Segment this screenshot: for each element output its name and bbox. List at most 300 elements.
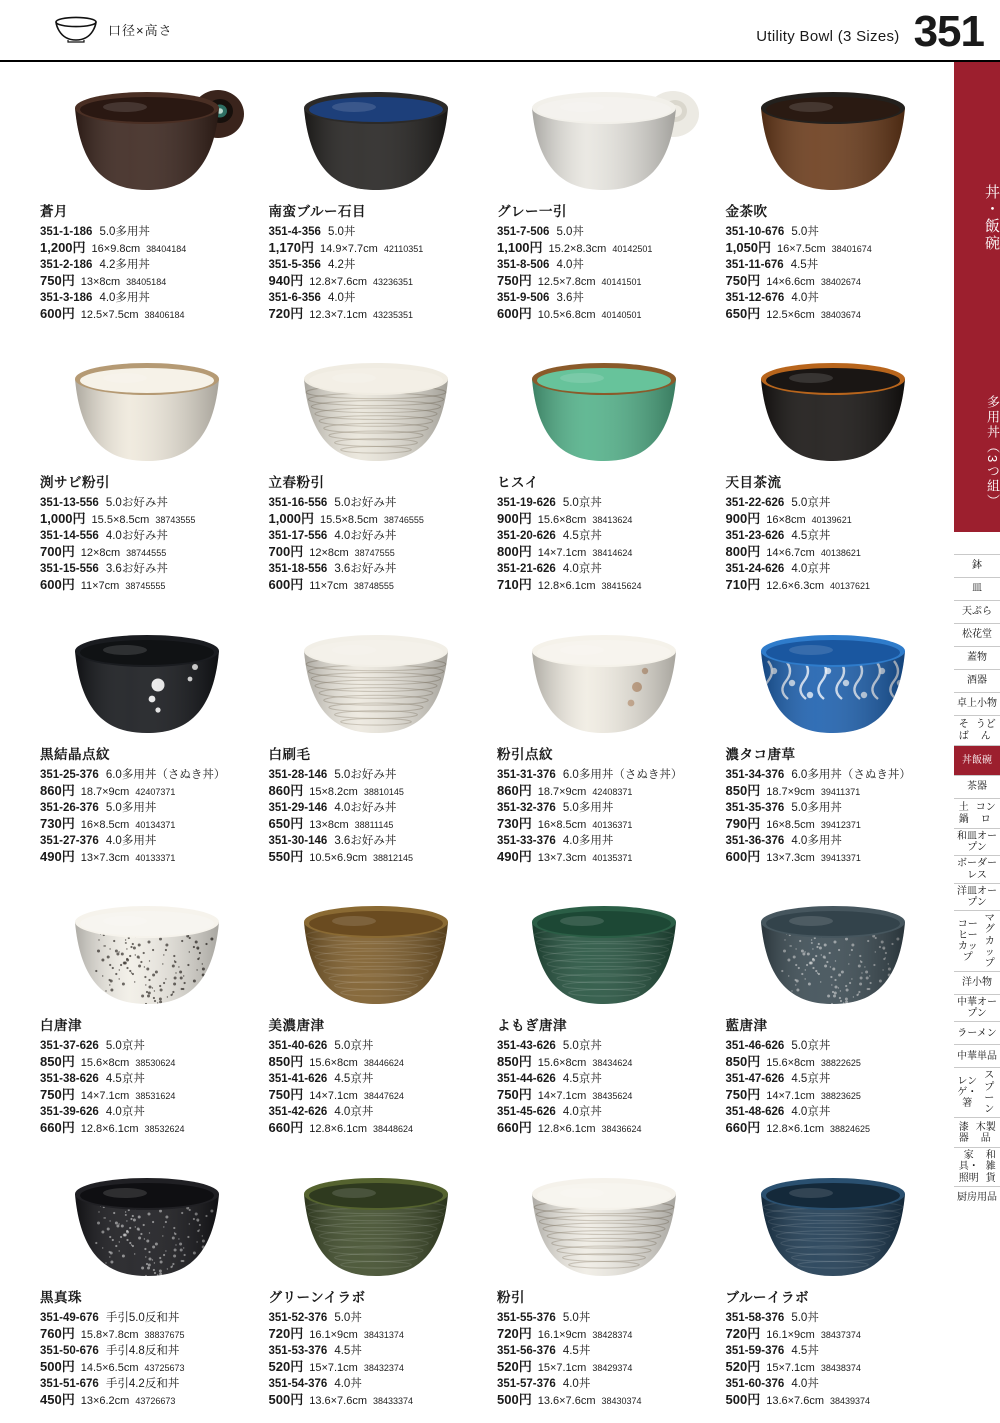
variant-dimensions: 16.1×9cm — [537, 1328, 587, 1341]
variant-dimensions: 12.8×7.6cm — [309, 275, 367, 288]
product-variant — [726, 801, 950, 833]
product-variant — [497, 291, 721, 323]
product-photo — [726, 609, 941, 739]
variant-dimensions: 15.6×8cm — [537, 1057, 587, 1070]
product-photo — [497, 880, 712, 1010]
variant-dimensions: 13×8cm — [309, 818, 349, 831]
variant-sku: 38406184 — [144, 309, 185, 320]
variant-code: 351-12-676 — [725, 291, 785, 304]
product-variant — [269, 1377, 493, 1409]
rail-item-15[interactable] — [954, 971, 1000, 994]
product-photo — [726, 337, 941, 467]
header-divider — [0, 60, 1000, 62]
variant-desc: 4.5丼 — [791, 1344, 819, 1357]
variant-desc: 4.0京丼 — [562, 563, 602, 576]
variant-dimensions: 16×7.5cm — [777, 242, 826, 255]
variant-price: 850円 — [40, 1054, 75, 1070]
rail-item-13[interactable] — [954, 883, 1000, 910]
product-name: 粉引点紋 — [497, 746, 553, 762]
product-variant — [497, 801, 721, 833]
variant-price: 490円 — [40, 848, 75, 864]
variant-sku: 43726673 — [135, 1395, 176, 1406]
rail-item-5[interactable] — [954, 669, 1000, 692]
product-photo — [726, 66, 941, 196]
variant-price: 730円 — [497, 815, 532, 831]
variant-price: 750円 — [40, 1087, 75, 1103]
variant-dimensions: 13×7.3cm — [537, 851, 587, 864]
variant-code: 351-2-186 — [40, 258, 93, 271]
rail-item-2[interactable] — [954, 600, 1000, 623]
product-cell — [497, 337, 721, 594]
variant-sku: 38822625 — [820, 1058, 861, 1069]
variant-price: 1,000円 — [40, 511, 86, 527]
variant-sku: 38405184 — [126, 276, 167, 287]
variant-sku: 38436624 — [601, 1124, 642, 1135]
variant-sku: 42110351 — [383, 243, 424, 254]
variant-dimensions: 12×8cm — [309, 547, 349, 560]
variant-price: 850円 — [725, 782, 761, 798]
variant-desc: 4.0丼 — [791, 1377, 819, 1390]
variant-price: 710円 — [497, 577, 532, 593]
variant-code: 351-45-626 — [497, 1106, 556, 1119]
variant-dimensions: 15.8×7.8cm — [80, 1328, 139, 1341]
product-variant — [40, 1072, 264, 1104]
variant-dimensions: 16.1×9cm — [766, 1328, 815, 1341]
variant-code: 351-3-186 — [40, 291, 93, 304]
variant-code: 351-44-626 — [497, 1073, 556, 1086]
rail-item-1[interactable] — [954, 577, 1000, 600]
product-variant — [497, 258, 721, 290]
variant-desc: 4.5京丼 — [791, 1073, 831, 1086]
variant-sku: 38532624 — [144, 1124, 185, 1135]
rail-item-label: 和皿オープン — [957, 831, 997, 854]
variant-price: 940円 — [268, 272, 304, 288]
variant-desc: 5.0丼 — [334, 1311, 362, 1324]
variant-dimensions: 14×7.1cm — [309, 1090, 358, 1103]
rail-item-6[interactable] — [954, 692, 1000, 715]
rail-item-label: 和雑貨 — [985, 1150, 996, 1184]
variant-code: 351-54-376 — [268, 1377, 328, 1390]
variant-sku: 40142501 — [612, 243, 653, 254]
variant-desc: 5.0多用丼 — [562, 801, 614, 814]
variant-sku: 38414624 — [592, 548, 633, 559]
variant-sku: 38812145 — [373, 852, 414, 863]
variant-code: 351-28-146 — [268, 768, 328, 781]
variant-sku: 38748555 — [353, 581, 394, 592]
variant-sku: 38448624 — [373, 1124, 414, 1135]
variant-code: 351-33-376 — [497, 834, 556, 847]
header-right — [756, 7, 984, 56]
variant-sku: 38744555 — [126, 548, 167, 559]
product-photo — [40, 1152, 255, 1282]
variant-sku: 38824625 — [830, 1124, 871, 1135]
variant-code: 351-25-376 — [40, 768, 99, 781]
variant-dimensions: 15×8.2cm — [309, 785, 358, 798]
product-grid — [40, 66, 950, 1423]
variant-code: 351-5-356 — [268, 258, 321, 271]
variant-price: 730円 — [40, 815, 75, 831]
page-header — [0, 0, 1000, 62]
rail-item-label: ラーメン — [957, 1027, 997, 1039]
rail-item-12[interactable] — [954, 855, 1000, 882]
variant-desc: 5.0丼 — [791, 226, 819, 238]
variant-dimensions: 14×6.7cm — [766, 547, 815, 560]
variant-price: 660円 — [40, 1120, 75, 1136]
product-variant — [269, 529, 493, 561]
variant-sku: 38823625 — [820, 1091, 861, 1102]
variant-price: 860円 — [40, 782, 75, 798]
variant-code: 351-27-376 — [40, 834, 99, 847]
product-photo — [497, 609, 712, 739]
product-name: 黒真珠 — [40, 1289, 82, 1305]
product-photo — [40, 880, 255, 1010]
rail-item-label: 木製品 — [975, 1121, 996, 1144]
product-photo — [726, 1152, 941, 1282]
product-variant — [40, 291, 264, 323]
product-variant — [497, 1377, 721, 1409]
rail-item-22[interactable] — [954, 1186, 1000, 1209]
variant-desc: 手引4.8反和丼 — [105, 1344, 180, 1357]
variant-desc: 6.0多用丼（さぬき丼） — [105, 768, 226, 781]
variant-dimensions: 12.8×6.1cm — [537, 580, 596, 593]
variant-price: 1,200円 — [40, 239, 86, 255]
variant-price: 720円 — [497, 1325, 532, 1341]
product-photo — [40, 66, 255, 196]
variant-desc: 4.0丼 — [327, 291, 356, 304]
variant-code: 351-30-146 — [268, 834, 328, 847]
rail-item-21[interactable] — [954, 1147, 1000, 1186]
product-cell — [269, 337, 493, 594]
variant-desc: 5.0丼 — [327, 226, 356, 238]
product-variant — [726, 562, 950, 594]
product-variant — [497, 529, 721, 561]
variant-price: 490円 — [497, 848, 532, 864]
variant-price: 520円 — [268, 1358, 304, 1374]
rail-item-label: 洋皿オープン — [957, 885, 997, 908]
variant-sku: 38415624 — [601, 581, 642, 592]
variant-desc: 4.5丼 — [334, 1344, 362, 1357]
variant-desc: 5.0京丼 — [334, 1040, 374, 1053]
variant-code: 351-9-506 — [497, 291, 550, 304]
variant-code: 351-51-676 — [40, 1377, 99, 1390]
variant-desc: 4.0お好み丼 — [105, 530, 168, 543]
variant-desc: 4.0多用丼 — [99, 291, 150, 304]
variant-sku: 38810145 — [363, 786, 404, 797]
variant-desc: 5.0丼 — [791, 1311, 819, 1324]
rail-item-20[interactable] — [954, 1117, 1000, 1147]
variant-code: 351-50-676 — [40, 1344, 99, 1357]
rail-item-4[interactable] — [954, 646, 1000, 669]
product-cell — [726, 337, 950, 594]
variant-price: 800円 — [725, 544, 761, 560]
variant-dimensions: 13×6.2cm — [80, 1394, 130, 1407]
product-photo — [269, 1152, 484, 1282]
variant-code: 351-29-146 — [268, 801, 328, 814]
variant-desc: 3.6お好み丼 — [105, 563, 168, 576]
variant-price: 660円 — [497, 1120, 532, 1136]
variant-code: 351-26-376 — [40, 801, 99, 814]
page-title: Utility Bowl (3 Sizes) — [756, 28, 900, 45]
variant-desc: 4.0京丼 — [791, 1106, 831, 1119]
variant-dimensions: 11×7cm — [309, 580, 348, 593]
rail-item-label: スプーン — [984, 1070, 995, 1115]
variant-price: 600円 — [40, 305, 75, 321]
variant-dimensions: 16×9.8cm — [91, 242, 141, 255]
variant-code: 351-21-626 — [497, 563, 556, 576]
variant-price: 520円 — [725, 1358, 761, 1374]
rail-item-label: ボーダーレス — [957, 858, 997, 881]
variant-code: 351-57-376 — [497, 1377, 556, 1390]
variant-dimensions: 16.1×9cm — [309, 1328, 358, 1341]
variant-desc: 5.0丼 — [562, 1311, 591, 1324]
variant-desc: 5.0京丼 — [562, 1040, 602, 1053]
variant-code: 351-16-556 — [268, 497, 328, 510]
variant-dimensions: 18.7×9cm — [766, 785, 815, 798]
product-variant — [497, 496, 721, 528]
product-variant — [269, 496, 493, 528]
rail-item-label: 皿 — [972, 583, 982, 595]
variant-price: 600円 — [268, 577, 304, 593]
variant-sku: 40140501 — [601, 309, 642, 320]
variant-sku: 40139621 — [811, 515, 852, 526]
variant-sku: 42408371 — [592, 786, 633, 797]
variant-desc: 5.0多用丼 — [105, 801, 157, 814]
product-variant — [269, 1039, 493, 1071]
product-variant — [40, 496, 264, 528]
variant-code: 351-52-376 — [268, 1311, 328, 1324]
product-cell — [726, 1152, 950, 1409]
product-cell — [726, 880, 950, 1137]
variant-dimensions: 12.8×6.1cm — [309, 1123, 367, 1136]
rail-item-14[interactable] — [954, 910, 1000, 971]
variant-sku: 38433374 — [373, 1395, 414, 1406]
variant-dimensions: 15×7.1cm — [309, 1361, 358, 1374]
variant-code: 351-41-626 — [268, 1073, 328, 1086]
variant-sku: 38413624 — [592, 515, 633, 526]
variant-price: 1,050円 — [725, 239, 772, 255]
variant-desc: 3.6お好み丼 — [334, 563, 397, 576]
variant-desc: 4.5丼 — [790, 258, 819, 271]
product-cell — [269, 609, 493, 866]
variant-sku: 38431374 — [363, 1329, 404, 1340]
product-variant — [40, 834, 264, 866]
page-number: 351 — [913, 7, 984, 56]
product-variant — [497, 1072, 721, 1104]
variant-price: 850円 — [268, 1054, 304, 1070]
variant-desc: 5.0多用丼 — [791, 801, 842, 814]
variant-code: 351-39-626 — [40, 1106, 99, 1119]
rail-item-label: 漆器 — [958, 1121, 969, 1144]
variant-desc: 6.0多用丼（さぬき丼） — [791, 768, 911, 781]
variant-code: 351-11-676 — [725, 258, 784, 271]
rail-item-label: 家具・照明 — [958, 1150, 979, 1184]
product-name: 金茶吹 — [725, 204, 768, 219]
rail-item-9[interactable] — [954, 775, 1000, 798]
variant-dimensions: 15×7.1cm — [766, 1361, 815, 1374]
product-cell — [269, 66, 493, 323]
rail-item-label: 土鍋 — [958, 802, 969, 825]
rail-item-8[interactable] — [954, 745, 1000, 775]
variant-price: 500円 — [725, 1391, 761, 1407]
variant-code: 351-47-626 — [725, 1073, 785, 1086]
variant-desc: 5.0お好み丼 — [334, 768, 397, 781]
variant-sku: 38434624 — [592, 1058, 633, 1069]
bowl-icon — [52, 14, 100, 44]
variant-code: 351-55-376 — [497, 1311, 556, 1324]
variant-dimensions: 15×7.1cm — [537, 1361, 587, 1374]
variant-sku: 38402674 — [820, 276, 861, 287]
variant-code: 351-24-626 — [725, 563, 785, 576]
variant-desc: 4.2多用丼 — [99, 258, 150, 271]
rail-item-label: 飯碗 — [972, 754, 992, 766]
variant-price: 700円 — [40, 544, 75, 560]
rail-item-label: コンロ — [975, 802, 996, 825]
variant-code: 351-32-376 — [497, 801, 556, 814]
variant-desc: 5.0京丼 — [791, 1040, 831, 1053]
variant-desc: 5.0京丼 — [105, 1040, 145, 1053]
variant-price: 520円 — [497, 1358, 532, 1374]
rail-item-label: レンゲ・箸 — [957, 1076, 978, 1110]
variant-dimensions: 12.8×6.1cm — [766, 1123, 824, 1136]
product-name: 南蛮ブルー石目 — [268, 204, 366, 219]
variant-sku: 40137621 — [830, 581, 871, 592]
product-cell — [40, 609, 264, 866]
variant-sku: 38811145 — [354, 819, 394, 830]
variant-desc: 4.5京丼 — [791, 530, 831, 543]
product-name: 美濃唐津 — [268, 1018, 325, 1034]
product-variant — [726, 258, 950, 290]
rail-item-19[interactable] — [954, 1067, 1000, 1117]
variant-desc: 4.5丼 — [562, 1344, 591, 1357]
product-variant — [497, 562, 721, 594]
variant-dimensions: 15.6×8cm — [537, 514, 587, 527]
rail-item-18[interactable] — [954, 1044, 1000, 1067]
variant-sku: 40135371 — [592, 852, 633, 863]
variant-price: 720円 — [268, 305, 304, 321]
variant-sku: 38401674 — [831, 243, 872, 254]
variant-sku: 40133371 — [135, 852, 176, 863]
variant-code: 351-46-626 — [725, 1040, 785, 1053]
product-variant — [726, 291, 950, 323]
variant-desc: 4.0丼 — [562, 1377, 591, 1390]
product-variant — [726, 225, 950, 257]
variant-price: 900円 — [497, 511, 532, 527]
variant-dimensions: 13.6×7.6cm — [309, 1394, 367, 1407]
rail-current-category — [954, 62, 1000, 532]
rail-item-10[interactable] — [954, 798, 1000, 828]
variant-dimensions: 18.7×9cm — [80, 785, 130, 798]
variant-price: 720円 — [725, 1325, 761, 1341]
variant-desc: 5.0お好み丼 — [334, 497, 397, 510]
variant-sku: 43725673 — [144, 1362, 185, 1373]
variant-dimensions: 15.5×8.5cm — [91, 514, 150, 527]
product-variant — [40, 529, 264, 561]
variant-desc: 4.5京丼 — [334, 1073, 374, 1086]
variant-sku: 38430374 — [601, 1395, 642, 1406]
rail-item-0[interactable] — [954, 554, 1000, 577]
rail-item-label: 中華単品 — [957, 1050, 997, 1062]
product-variant — [726, 1311, 950, 1343]
variant-sku: 38403674 — [820, 309, 861, 320]
rail-item-label: 茶器 — [967, 781, 987, 793]
product-variant — [269, 834, 493, 866]
variant-sku: 38432374 — [363, 1362, 404, 1373]
variant-price: 660円 — [725, 1120, 761, 1136]
rail-current-label: 丼・飯碗 — [983, 184, 1000, 252]
variant-code: 351-56-376 — [497, 1344, 556, 1357]
variant-price: 660円 — [268, 1120, 304, 1136]
variant-code: 351-22-626 — [725, 497, 785, 510]
product-variant — [269, 801, 493, 833]
product-name: 濃タコ唐草 — [725, 746, 796, 762]
variant-dimensions: 16×8cm — [766, 514, 806, 527]
product-name: 粉引 — [497, 1289, 525, 1305]
variant-sku: 38743555 — [155, 515, 196, 526]
variant-code: 351-1-186 — [40, 226, 93, 238]
rail-item-label: 酒器 — [967, 675, 987, 687]
variant-price: 750円 — [268, 1087, 304, 1103]
variant-desc: 4.0お好み丼 — [334, 530, 397, 543]
product-photo — [269, 66, 484, 196]
variant-desc: 4.5京丼 — [562, 1073, 602, 1086]
rail-item-17[interactable] — [954, 1021, 1000, 1044]
variant-sku: 43235351 — [373, 309, 414, 320]
variant-sku: 38747555 — [354, 548, 395, 559]
product-cell — [40, 66, 264, 323]
product-variant — [269, 225, 493, 257]
rail-item-3[interactable] — [954, 623, 1000, 646]
variant-sku: 39413371 — [820, 852, 861, 863]
product-cell — [497, 66, 721, 323]
variant-price: 600円 — [497, 305, 532, 321]
variant-dimensions: 16×8.5cm — [80, 818, 130, 831]
rail-item-11[interactable] — [954, 828, 1000, 855]
size-legend — [52, 14, 173, 44]
variant-code: 351-34-376 — [725, 768, 785, 781]
product-variant — [497, 1311, 721, 1343]
variant-dimensions: 12.3×7.1cm — [309, 308, 367, 321]
variant-code: 351-59-376 — [725, 1344, 785, 1357]
product-variant — [40, 1377, 264, 1409]
variant-price: 850円 — [497, 1054, 532, 1070]
variant-desc: 4.0京丼 — [105, 1106, 145, 1119]
rail-item-label: 丼 — [962, 754, 972, 766]
variant-price: 900円 — [725, 511, 761, 527]
legend-label: 口径×高さ — [108, 22, 173, 38]
product-variant — [726, 834, 950, 866]
product-name: 白刷毛 — [268, 746, 311, 762]
rail-item-7[interactable] — [954, 715, 1000, 745]
category-rail — [954, 62, 1000, 1414]
rail-item-label: 洋小物 — [962, 977, 992, 989]
variant-price: 650円 — [725, 305, 761, 321]
rail-item-label: 松花堂 — [962, 629, 992, 641]
variant-code: 351-36-376 — [725, 834, 785, 847]
variant-sku: 40138621 — [820, 548, 861, 559]
variant-price: 710円 — [725, 577, 761, 593]
variant-dimensions: 10.5×6.8cm — [537, 308, 596, 321]
product-name: 蒼月 — [40, 204, 68, 219]
product-photo — [497, 337, 712, 467]
variant-dimensions: 15.2×8.3cm — [548, 242, 607, 255]
rail-item-label: 蓋物 — [967, 652, 987, 664]
variant-sku: 38531624 — [135, 1091, 176, 1102]
rail-item-16[interactable] — [954, 994, 1000, 1021]
rail-item-list[interactable] — [954, 554, 1000, 1209]
variant-code: 351-40-626 — [268, 1040, 328, 1053]
product-variant — [269, 768, 493, 800]
product-variant — [726, 1105, 950, 1137]
